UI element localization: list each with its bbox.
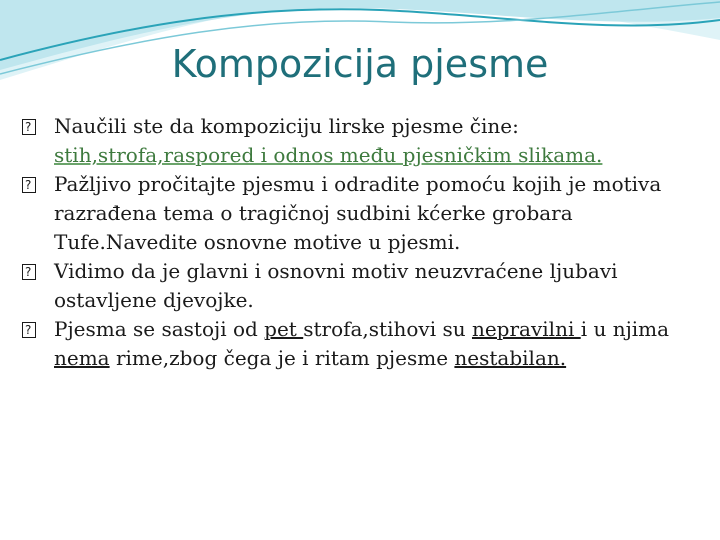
text-segment: Pažljivo pročitajte pjesmu i odradite pomoću kojih je motiva razrađena tema o tragičnoj sudbini kćerke grobara Tufe.Navedite osnovne motive u pjesmi.: [54, 172, 662, 254]
text-segment: i u njima: [580, 317, 670, 341]
bullet-icon: [22, 170, 54, 199]
underlined-text: pet: [264, 317, 304, 341]
list-item: [22, 315, 702, 373]
bullet-list: [22, 112, 702, 373]
page-title: Kompozicija pjesme: [171, 42, 549, 86]
bullet-icon: [22, 112, 54, 141]
text-segment: rime,zbog čega je i ritam pjesme: [109, 346, 455, 370]
underlined-text: nema: [54, 346, 110, 370]
list-item: [22, 170, 702, 257]
bullet-icon: [22, 315, 54, 344]
highlighted-text: stih,strofa,raspored i odnos među pjesničkim slikama.: [54, 143, 603, 167]
text-segment: Vidimo da je glavni i osnovni motiv neuzvraćene ljubavi ostavljene djevojke.: [54, 259, 618, 312]
list-item: [22, 112, 702, 170]
underlined-text: nestabilan.: [454, 346, 567, 370]
list-item: [22, 257, 702, 315]
text-segment: Pjesma se sastoji od: [54, 317, 265, 341]
bullet-icon: [22, 257, 54, 286]
underlined-text: nepravilni: [471, 317, 581, 341]
text-segment: Naučili ste da kompoziciju lirske pjesme čine:: [54, 114, 519, 138]
text-segment: strofa,stihovi su: [303, 317, 472, 341]
